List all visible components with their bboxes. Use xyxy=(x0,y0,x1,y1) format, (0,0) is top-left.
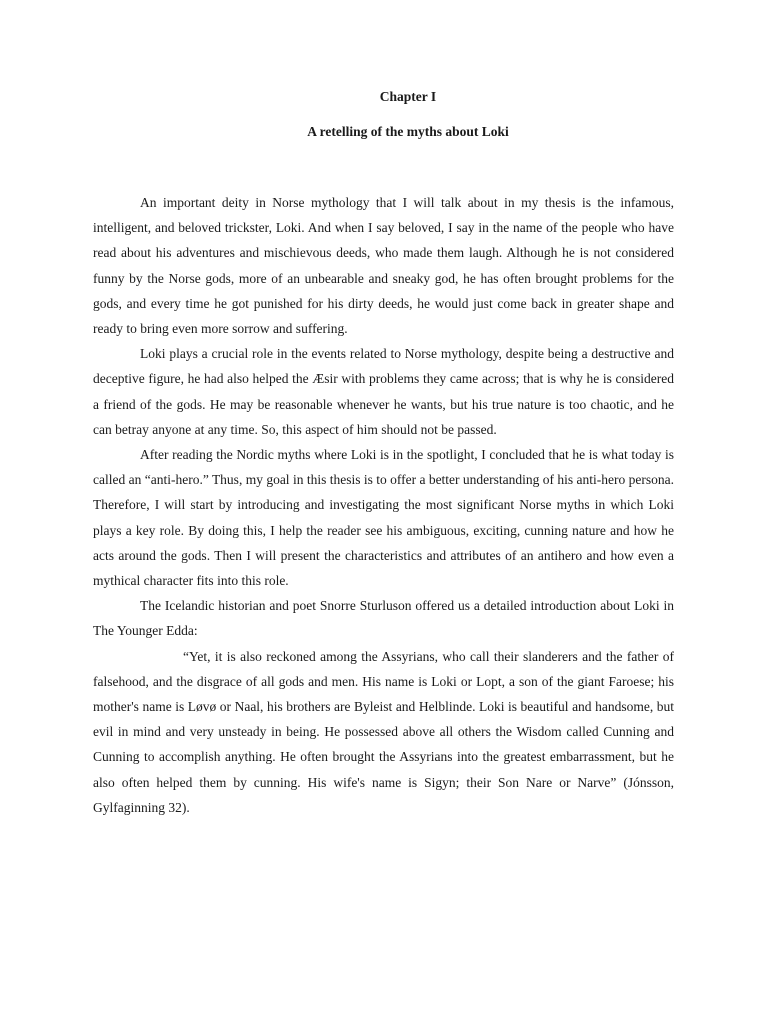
body-text xyxy=(93,190,674,820)
paragraph-anti-hero: After reading the Nordic myths where Loki is in the spotlight, I concluded that he is what today is called an “anti-hero.” Thus, my goal in this thesis is to offer a better understanding of his anti-hero persona. Therefore, I will start by introducing and investigating the most significant Norse myths in which Loki plays a key role. By doing this, I help the reader see his ambiguous, exciting, cunning nature and how he acts around the gods. Then I will present the characteristics and attributes of an antihero and how even a mythical character fits into this role. xyxy=(93,447,674,589)
chapter-title: A retelling of the myths about Loki xyxy=(307,124,509,139)
paragraph-intro: An important deity in Norse mythology that I will talk about in my thesis is the infamous, intelligent, and beloved trickster, Loki. And when I say beloved, I say in the name of the people who have read about his adventures and mischievous deeds, who made them laugh. Although he is not considered funny by the Norse gods, more of an unbearable and sneaky god, he has often brought problems for the gods, and every time he got punished for his dirty deeds, he would just come back in greater shape and ready to bring even more sorrow and suffering. xyxy=(93,195,674,337)
block-quote: “Yet, it is also reckoned among the Assyrians, who call their slanderers and the father of falsehood, and the disgrace of all gods and men. His name is Loki or Lopt, a son of the giant Faroese; his mother's name is Løvø or Naal, his brothers are Byleist and Helblinde. Loki is beautiful and handsome, but evil in mind and very unsteady in being. He possessed above all others the Wisdom called Cunning and Cunning to accomplish anything. He often brought the Assyrians into the greatest embarrassment, but he also often helped them by cunning. His wife's name is Sigyn; their Son Nare or Narve” (Jónsson, Gylfaginning 32). xyxy=(93,648,674,815)
chapter-number: Chapter I xyxy=(379,89,437,104)
paragraph-edda-intro: The Icelandic historian and poet Snorre Sturluson offered us a detailed introduction about Loki in The Younger Edda: xyxy=(93,598,674,639)
paragraph-role: Loki plays a crucial role in the events related to Norse mythology, despite being a destructive and deceptive figure, he had also helped the Æsir with problems they came across; that is why he is considered a friend of the gods. He may be reasonable whenever he wants, but his true nature is too chaotic, and he can betray anyone at any time. So, this aspect of him should not be passed. xyxy=(93,346,674,437)
